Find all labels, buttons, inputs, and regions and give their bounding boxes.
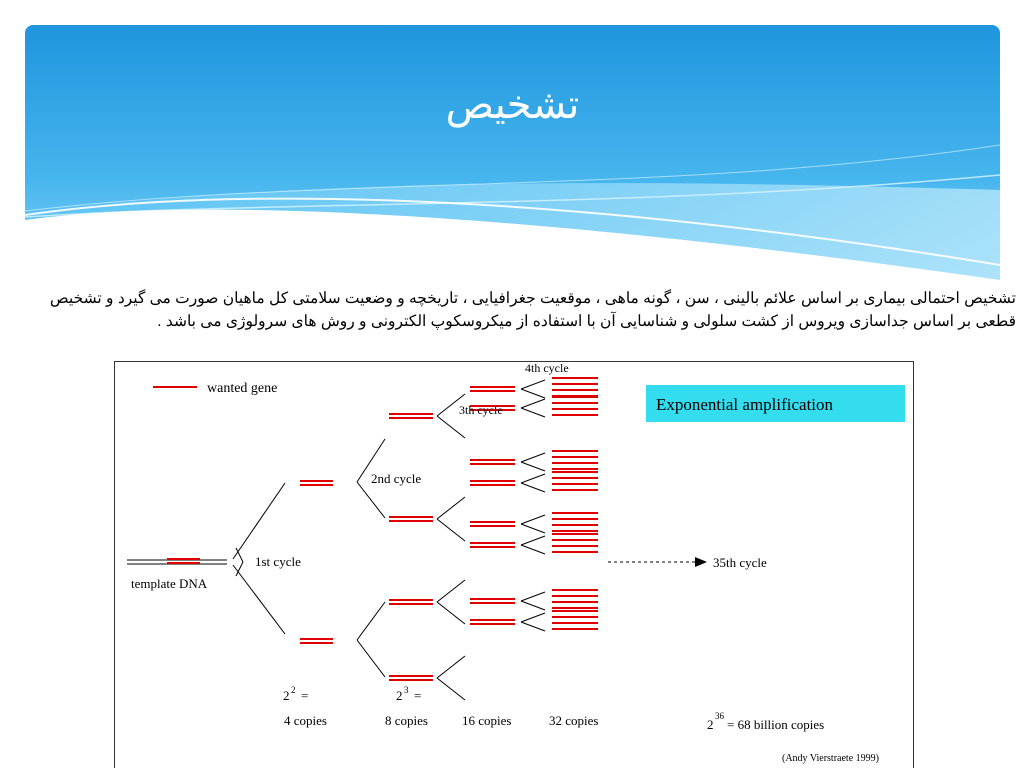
branch-line — [233, 565, 285, 634]
copies-eq-1: = — [301, 688, 309, 703]
branch-line — [357, 482, 385, 518]
cycle-3-label: 3th cycle — [459, 403, 503, 417]
branch-line — [521, 380, 545, 389]
body-paragraph: تشخیص احتمالی بیماری بر اساس علائم بالینی ، سن ، گونه ماهی ، موقعیت جغرافیایی ، تاریخچه و وضعیت سلامتی کل ماهیان صورت می گیرد و تشخیص قطعی بر اساس جداسازی ویروس از کشت سلولی و شناسایی آن با استفاده از میکروسکوپ الکترونی و روش های سرولوژی می باشد . — [49, 290, 1016, 330]
arrow-head — [695, 557, 707, 567]
branch-line — [521, 601, 545, 610]
branch-line — [521, 462, 545, 471]
branch-line — [521, 453, 545, 462]
slide-title: تشخیص — [445, 82, 580, 128]
branch-lines — [233, 380, 545, 700]
branch-line — [521, 389, 545, 398]
branch-line — [521, 399, 545, 408]
branch-line — [521, 408, 545, 417]
branch-line — [521, 474, 545, 483]
branch-line — [357, 640, 385, 677]
legend-label: wanted gene — [207, 381, 278, 396]
amplification-label: Exponential amplification — [656, 395, 834, 414]
copies-label-2: 8 copies — [385, 713, 428, 728]
branch-line — [521, 592, 545, 601]
copies-label-3: 16 copies — [462, 713, 512, 728]
branch-line — [437, 497, 465, 519]
copies-base-1: 2 — [283, 688, 290, 703]
branch-line — [521, 545, 545, 554]
branch-line — [437, 580, 465, 602]
final-cycle-label: 35th cycle — [713, 555, 767, 570]
branch-line — [521, 524, 545, 533]
branch-line — [521, 536, 545, 545]
copies-exp-2: 3 — [404, 685, 409, 695]
copies-base-2: 2 — [396, 688, 403, 703]
branch-line — [437, 602, 465, 624]
cycle-4-label: 4th cycle — [525, 362, 569, 375]
branch-line — [521, 622, 545, 631]
copies-eq-2: = — [414, 688, 422, 703]
credit-label: (Andy Vierstraete 1999) — [782, 753, 879, 764]
branch-line — [437, 678, 465, 700]
final-copies-label: = 68 billion copies — [727, 717, 825, 732]
branch-line — [437, 656, 465, 678]
branch-line — [233, 483, 285, 559]
branch-line — [521, 613, 545, 622]
branch-line — [521, 483, 545, 492]
template-label: template DNA — [131, 576, 208, 591]
final-copies-exp: 36 — [715, 711, 724, 721]
copies-label-1: 4 copies — [284, 713, 327, 728]
branch-line — [437, 519, 465, 541]
branch-line — [357, 602, 385, 640]
branch-line — [437, 416, 465, 438]
copies-exp-1: 2 — [291, 685, 296, 695]
cycle-1-label: 1st cycle — [255, 554, 301, 569]
title-banner — [25, 25, 1000, 285]
cycle-2-label: 2nd cycle — [371, 471, 422, 486]
copies-label-4: 32 copies — [549, 713, 599, 728]
branch-line — [521, 515, 545, 524]
gene-copies — [127, 378, 598, 680]
final-copies-base: 2 — [707, 717, 714, 732]
pcr-amplification-diagram — [114, 361, 914, 768]
